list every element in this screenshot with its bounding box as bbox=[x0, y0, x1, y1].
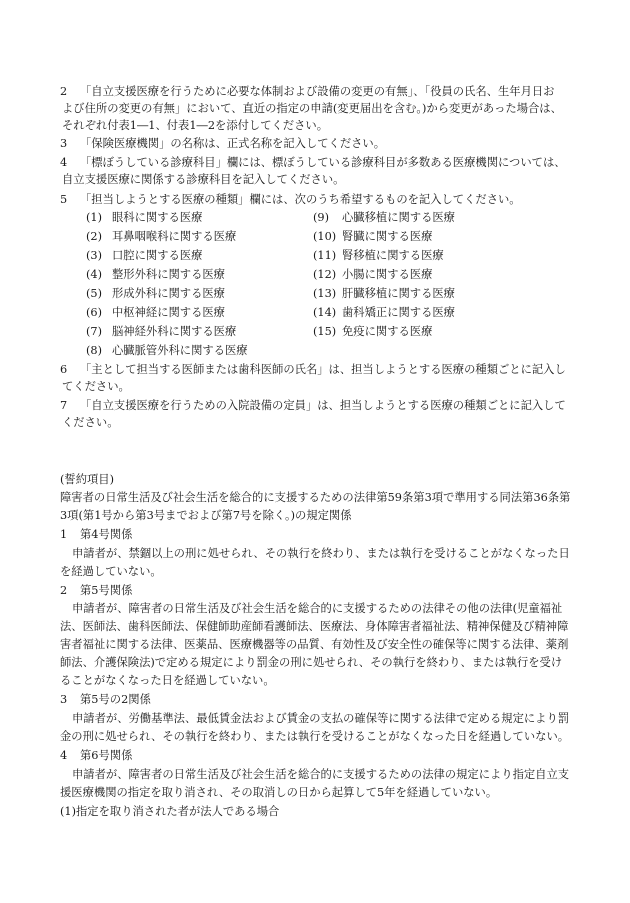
section-2-number: 2 bbox=[60, 584, 68, 597]
medical-type-text: 心臓脈管外科に関する医療 bbox=[112, 344, 248, 357]
note-3-line-1: 「保険医療機関」の名称は、正式名称を記入してください。 bbox=[80, 137, 386, 150]
medical-type-text: 中枢神経に関する医療 bbox=[112, 306, 225, 319]
medical-type-num: (6) bbox=[86, 306, 103, 319]
medical-type-text: 耳鼻咽喉科に関する医療 bbox=[112, 230, 237, 243]
medical-type-text: 肝臓移植に関する医療 bbox=[342, 287, 455, 300]
section-1-line-2: を経過していない。 bbox=[60, 565, 162, 578]
note-4-number: 4 bbox=[60, 156, 68, 169]
medical-type-text: 免疫に関する医療 bbox=[342, 325, 433, 338]
pledge-intro-line-2: 3項(第1号から第3号までおよび第7号を除く。)の規定関係 bbox=[60, 509, 352, 522]
section-3-line-1: 申請者が、労働基準法、最低賃金法および賃金の支払の確保等に関する法律で定める規定により罰 bbox=[72, 712, 570, 725]
medical-type-text: 眼科に関する医療 bbox=[112, 211, 203, 224]
note-6-line-1: 「主として担当する医師または歯科医師の氏名」は、担当しようとする医療の種類ごとに記入し bbox=[80, 363, 566, 376]
medical-type-num: (5) bbox=[86, 287, 103, 300]
pledge-heading: (誓約項目) bbox=[60, 473, 115, 486]
section-4-title: 第6号関係 bbox=[80, 749, 133, 762]
medical-type-num: (11) bbox=[313, 249, 337, 262]
section-2-line-1: 申請者が、障害者の日常生活及び社会生活を総合的に支援するための法律その他の法律(児童福祉 bbox=[72, 602, 563, 615]
section-3-number: 3 bbox=[60, 693, 68, 706]
section-1-line-1: 申請者が、禁錮以上の刑に処せられ、その執行を終わり、または執行を受けることがなくなった日 bbox=[72, 547, 570, 560]
section-2-line-3: 害者福祉に関する法律、医薬品、医療機器等の品質、有効性及び安全性の確保等に関する法律、薬剤 bbox=[60, 638, 569, 651]
medical-type-text: 整形外科に関する医療 bbox=[112, 268, 225, 281]
note-2-line-1: 「自立支援医療を行うために必要な体制および設備の変更の有無」、「役員の氏名、生年月日お bbox=[80, 85, 555, 98]
medical-type-num: (3) bbox=[86, 249, 103, 262]
note-7-number: 7 bbox=[60, 399, 68, 412]
note-2-number: 2 bbox=[60, 85, 68, 98]
note-4-line-2: 自立支援医療に関係する診療科目を記入してください。 bbox=[62, 173, 345, 186]
medical-type-text: 口腔に関する医療 bbox=[112, 249, 203, 262]
medical-type-text: 歯科矯正に関する医療 bbox=[342, 306, 455, 319]
medical-type-num: (10) bbox=[313, 230, 337, 243]
section-4-line-1: 申請者が、障害者の日常生活及び社会生活を総合的に支援するための法律の規定により指定自立支 bbox=[72, 768, 570, 781]
medical-type-num: (7) bbox=[86, 325, 103, 338]
note-2-line-2: よび住所の変更の有無」において、直近の指定の申請(変更届出を含む。)から変更があった場合は、 bbox=[62, 102, 562, 115]
medical-type-text: 腎臓に関する医療 bbox=[342, 230, 433, 243]
medical-type-num: (13) bbox=[313, 287, 337, 300]
section-1-title: 第4号関係 bbox=[80, 528, 133, 541]
medical-type-num: (12) bbox=[313, 268, 337, 281]
section-4-line-2: 援医療機関の指定を取り消され、その取消しの日から起算して5年を経過していない。 bbox=[60, 786, 498, 799]
section-4-sub-item-1: (1)指定を取り消された者が法人である場合 bbox=[60, 805, 280, 818]
medical-type-text: 小腸に関する医療 bbox=[342, 268, 433, 281]
note-7-line-2: ください。 bbox=[62, 416, 119, 429]
medical-type-num: (4) bbox=[86, 268, 103, 281]
medical-type-num: (9) bbox=[313, 211, 330, 224]
note-5-number: 5 bbox=[60, 193, 68, 206]
note-3-number: 3 bbox=[60, 137, 68, 150]
note-7-line-1: 「自立支援医療を行うための入院設備の定員」は、担当しようとする医療の種類ごとに記入して bbox=[80, 399, 566, 412]
medical-type-num: (2) bbox=[86, 230, 103, 243]
section-2-line-2: 法、医師法、歯科医師法、保健師助産師看護師法、医療法、身体障害者福祉法、精神保健及び精神障 bbox=[60, 620, 569, 633]
pledge-intro-line-1: 障害者の日常生活及び社会生活を総合的に支援するための法律第59条第3項で準用する同法第36条第 bbox=[60, 491, 571, 504]
medical-type-num: (8) bbox=[86, 344, 103, 357]
section-3-title: 第5号の2関係 bbox=[80, 693, 151, 706]
note-6-line-2: てください。 bbox=[62, 380, 130, 393]
medical-type-text: 脳神経外科に関する医療 bbox=[112, 325, 237, 338]
medical-type-text: 腎移植に関する医療 bbox=[342, 249, 444, 262]
section-2-line-4: 師法、介護保険法)で定める規定により罰金の刑に処せられ、その執行を終わり、または執行を受け bbox=[60, 656, 563, 669]
medical-type-num: (14) bbox=[313, 306, 337, 319]
note-2-line-3: それぞれ付表1―1、付表1―2を添付してください。 bbox=[62, 119, 328, 132]
section-2-title: 第5号関係 bbox=[80, 584, 133, 597]
medical-type-text: 形成外科に関する医療 bbox=[112, 287, 225, 300]
section-3-line-2: 金の刑に処せられ、その執行を終わり、または執行を受けることがなくなった日を経過していない。 bbox=[60, 730, 570, 743]
medical-type-num: (15) bbox=[313, 325, 337, 338]
section-4-number: 4 bbox=[60, 749, 68, 762]
note-6-number: 6 bbox=[60, 363, 68, 376]
medical-type-text: 心臓移植に関する医療 bbox=[342, 211, 455, 224]
note-5-line-1: 「担当しようとする医療の種類」欄には、次のうち希望するものを記入してください。 bbox=[80, 193, 521, 206]
section-2-line-5: ることがなくなった日を経過していない。 bbox=[60, 674, 275, 687]
note-4-line-1: 「標ぼうしている診療科目」欄には、標ぼうしている診療科目が多数ある医療機関については、 bbox=[80, 156, 566, 169]
section-1-number: 1 bbox=[60, 528, 68, 541]
medical-type-num: (1) bbox=[86, 211, 103, 224]
